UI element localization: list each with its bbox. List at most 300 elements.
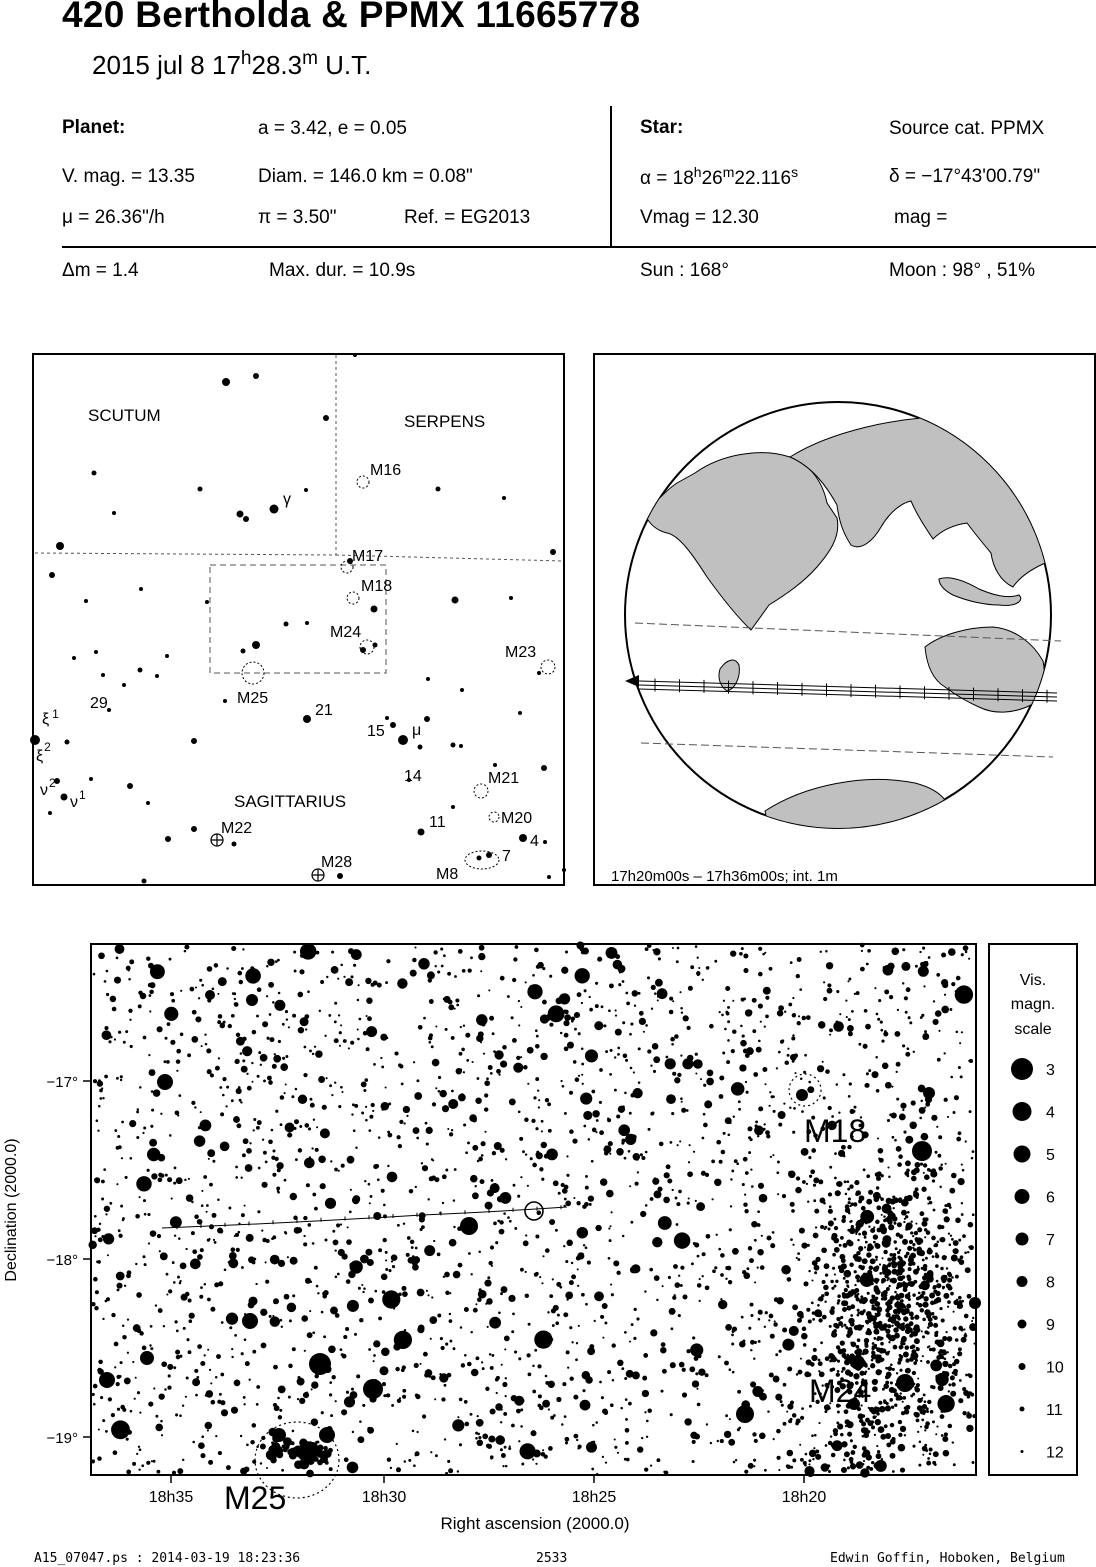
field-star (508, 1295, 515, 1302)
field-star (245, 1361, 250, 1366)
field-star (853, 1106, 856, 1109)
cluster-label-m24: M24 (809, 1373, 872, 1409)
field-star (670, 1413, 673, 1416)
field-star (195, 1016, 201, 1022)
field-star (475, 1356, 479, 1360)
field-star (103, 1233, 114, 1244)
field-star (858, 1043, 861, 1046)
field-star (171, 999, 175, 1003)
field-star (176, 1059, 181, 1064)
field-star (608, 1227, 610, 1229)
field-star (126, 1273, 131, 1278)
field-star (788, 1003, 792, 1007)
field-star (902, 982, 904, 984)
field-star (220, 1373, 224, 1377)
field-star (902, 1401, 904, 1403)
field-star (875, 1266, 879, 1270)
field-star (844, 1409, 849, 1414)
field-star (307, 1332, 313, 1338)
field-star (718, 1248, 721, 1251)
finder-star (543, 840, 547, 844)
header-vertical-divider (610, 106, 612, 248)
field-star (739, 952, 743, 956)
field-star (778, 1051, 781, 1054)
field-star (144, 1263, 147, 1266)
field-star (222, 1077, 226, 1081)
field-star (796, 1257, 798, 1259)
field-star (511, 1016, 514, 1019)
field-star (564, 1198, 567, 1201)
field-star (345, 978, 353, 986)
field-star (403, 1122, 405, 1124)
field-star (617, 1452, 619, 1454)
field-star (796, 974, 800, 978)
field-star (520, 1006, 522, 1008)
field-star (882, 1063, 889, 1070)
field-star (368, 1183, 371, 1186)
field-star (908, 1267, 912, 1271)
field-star (430, 1338, 432, 1340)
field-star (252, 1460, 256, 1464)
field-star (837, 1424, 843, 1430)
field-star (423, 1017, 426, 1020)
field-star (763, 987, 771, 995)
field-star (927, 1400, 931, 1404)
field-star (920, 1100, 922, 1102)
field-star (217, 1228, 223, 1234)
field-star (808, 1270, 810, 1272)
finder-star (284, 622, 289, 627)
field-star (848, 978, 851, 981)
field-star (356, 1374, 360, 1378)
field-star (120, 1079, 122, 1081)
field-star (359, 1420, 362, 1423)
finder-star (92, 471, 97, 476)
field-star (218, 1057, 220, 1059)
field-star (246, 1073, 248, 1075)
field-star (377, 1178, 380, 1181)
field-star (878, 1148, 884, 1154)
y-tick-minus17: −17° (46, 1074, 78, 1091)
field-star (678, 1190, 682, 1194)
field-star (424, 1373, 429, 1378)
field-star (929, 1448, 933, 1452)
field-star (758, 1340, 761, 1343)
field-star (231, 1099, 234, 1102)
cluster-star (291, 1451, 295, 1455)
field-star (936, 1283, 941, 1288)
field-star (252, 1350, 256, 1354)
bright-star (205, 990, 215, 1000)
field-star (433, 1240, 435, 1242)
field-star (774, 1297, 779, 1302)
field-star (518, 1357, 521, 1360)
field-star (268, 982, 274, 988)
cluster-star (323, 1450, 331, 1458)
field-star (848, 1212, 851, 1215)
finder-star (518, 711, 522, 715)
field-star (161, 1434, 163, 1436)
field-star (585, 1115, 587, 1117)
field-star (894, 1392, 899, 1397)
field-star (300, 953, 305, 958)
finder-star (56, 542, 64, 550)
field-star (625, 1441, 629, 1445)
bright-star (309, 1353, 331, 1375)
field-star (292, 1014, 296, 1018)
field-star (396, 1443, 398, 1445)
field-star (876, 1013, 879, 1016)
field-star (905, 1215, 908, 1218)
field-star (426, 1127, 433, 1134)
field-star (569, 1091, 573, 1095)
field-star (750, 1314, 753, 1317)
field-star (920, 1294, 925, 1299)
field-star (375, 1290, 378, 1293)
field-star (904, 1409, 909, 1414)
field-star (955, 1218, 961, 1224)
field-star (863, 1460, 865, 1462)
field-star (556, 1397, 561, 1402)
field-star (492, 1151, 496, 1155)
finder-star (223, 699, 227, 703)
field-star (831, 1306, 835, 1310)
field-star (790, 1054, 797, 1061)
field-star (207, 1298, 211, 1302)
field-star (151, 1109, 154, 1112)
field-star (155, 1304, 157, 1306)
field-star (150, 1325, 153, 1328)
field-star (901, 1202, 905, 1206)
field-star (303, 1392, 309, 1398)
field-star (387, 1131, 390, 1134)
field-star (968, 1222, 974, 1228)
field-star (962, 1169, 965, 1172)
field-star (839, 1013, 841, 1015)
field-star (919, 1398, 922, 1401)
field-star (153, 1089, 161, 1097)
field-star (241, 1266, 244, 1269)
field-star (886, 1198, 892, 1204)
field-star (725, 1278, 727, 1280)
field-star (773, 1110, 776, 1113)
field-star (951, 1255, 958, 1262)
field-star (624, 1458, 627, 1461)
finder-star (191, 826, 197, 832)
field-star (194, 1135, 205, 1146)
field-star (922, 1221, 928, 1227)
bright-star (246, 994, 258, 1006)
field-star (594, 1291, 604, 1301)
field-star (897, 1317, 901, 1321)
field-star (541, 1130, 543, 1132)
field-star (839, 1268, 844, 1273)
field-star (263, 1151, 267, 1155)
field-star (731, 1343, 734, 1346)
field-star (907, 1281, 912, 1286)
field-star (114, 1038, 116, 1040)
field-star (764, 1026, 766, 1028)
field-star (226, 967, 229, 970)
field-star (447, 1128, 449, 1130)
field-star (736, 1162, 739, 1165)
field-star (950, 1375, 955, 1380)
field-star (965, 951, 968, 954)
field-star (818, 1021, 825, 1028)
field-star (808, 1463, 810, 1465)
field-star (373, 1063, 376, 1066)
field-star (116, 1183, 118, 1185)
field-star (787, 1277, 792, 1282)
field-star (654, 1275, 660, 1281)
field-star (861, 1206, 866, 1211)
field-star (354, 1104, 358, 1108)
field-star (891, 1325, 893, 1327)
field-star (93, 1384, 98, 1389)
field-star (576, 1342, 578, 1344)
field-star (823, 997, 827, 1001)
field-star (104, 1075, 108, 1079)
field-star (373, 1354, 376, 1357)
planet-diameter: Diam. = 146.0 km = 0.08" (258, 166, 473, 187)
field-star (812, 1318, 815, 1321)
field-star (645, 1151, 648, 1154)
field-star (205, 1422, 213, 1430)
field-star (750, 1349, 752, 1351)
field-star (866, 1199, 872, 1205)
field-star (511, 1330, 514, 1333)
field-star (464, 1354, 467, 1357)
field-star (461, 1363, 465, 1367)
field-star (602, 1303, 608, 1309)
cluster-star (297, 1448, 307, 1458)
field-star (640, 1153, 643, 1156)
field-star (278, 1385, 286, 1393)
field-star (612, 1379, 615, 1382)
field-star (208, 1153, 210, 1155)
field-star (859, 1250, 861, 1252)
field-star (223, 1021, 226, 1024)
field-star (232, 992, 235, 995)
field-star (442, 1105, 449, 1112)
field-star (872, 1342, 875, 1345)
field-star (829, 1034, 831, 1036)
field-star (923, 985, 925, 987)
field-star (546, 1149, 558, 1161)
field-star (743, 1202, 747, 1206)
field-star (326, 976, 328, 978)
field-star (535, 1029, 538, 1032)
field-star (858, 1265, 862, 1269)
field-star (862, 1297, 868, 1303)
field-star (774, 1320, 776, 1322)
field-star (786, 1411, 788, 1413)
field-star (440, 947, 443, 950)
field-star (92, 1393, 95, 1396)
field-star (882, 1257, 884, 1259)
field-star (221, 1321, 224, 1324)
field-star (743, 953, 748, 958)
field-star (758, 1310, 763, 1315)
field-star (853, 1202, 857, 1206)
field-star (317, 1292, 319, 1294)
field-star (834, 1238, 840, 1244)
field-star (921, 1267, 924, 1270)
field-star (412, 1430, 415, 1433)
field-star (404, 1329, 406, 1331)
field-star (887, 1166, 889, 1168)
star-declination: δ = −17°43'00.79" (889, 166, 1041, 187)
field-star (509, 1220, 512, 1223)
field-star (350, 1189, 352, 1191)
field-star (431, 1176, 436, 1181)
field-star (808, 1320, 812, 1324)
field-star (281, 1469, 284, 1472)
field-star (596, 1119, 599, 1122)
field-star (716, 1234, 718, 1236)
field-star (587, 1347, 595, 1355)
field-star (242, 1037, 246, 1041)
field-star (229, 1326, 232, 1329)
finder-star (127, 783, 133, 789)
field-star (148, 963, 154, 969)
field-star (408, 1459, 411, 1462)
field-star (866, 1072, 869, 1075)
field-star (412, 1264, 419, 1271)
field-star (797, 1318, 802, 1323)
field-star (877, 1450, 880, 1453)
field-star (434, 1398, 436, 1400)
field-star (615, 1009, 617, 1011)
field-star (249, 1142, 251, 1144)
field-star (680, 1007, 683, 1010)
field-star (451, 1090, 454, 1093)
field-star (96, 1228, 100, 1232)
field-star (585, 1303, 588, 1306)
field-star (365, 978, 371, 984)
field-star (477, 994, 480, 997)
field-star (784, 1060, 788, 1064)
field-star (803, 1071, 806, 1074)
field-star (200, 1120, 212, 1132)
field-star (930, 1360, 942, 1372)
field-star (614, 1089, 617, 1092)
field-star (881, 1214, 883, 1216)
field-star (745, 1171, 749, 1175)
legend-mag-label: 11 (1046, 1402, 1063, 1419)
field-star (905, 1345, 910, 1350)
field-star (578, 1075, 580, 1077)
field-star (942, 1351, 947, 1356)
field-star (333, 1239, 339, 1245)
field-star (783, 1383, 787, 1387)
field-star (334, 1082, 336, 1084)
field-star (505, 1377, 507, 1379)
field-star (188, 1299, 192, 1303)
field-star (204, 1034, 206, 1036)
field-star (308, 1223, 312, 1227)
field-star (703, 1113, 706, 1116)
field-star (470, 956, 473, 959)
field-star (484, 1080, 490, 1086)
field-star (846, 1293, 851, 1298)
field-star (835, 1280, 838, 1283)
field-star (381, 1065, 384, 1068)
field-star (312, 1331, 315, 1334)
field-star (887, 1210, 893, 1216)
field-star (570, 1377, 574, 1381)
field-star (692, 1380, 699, 1387)
field-star (513, 1063, 523, 1073)
field-star (730, 1178, 732, 1180)
field-star (897, 1256, 900, 1259)
field-star (743, 1157, 748, 1162)
field-star (652, 1178, 659, 1185)
object-label-m24: M24 (330, 624, 362, 641)
field-star (589, 1008, 593, 1012)
field-star (321, 1411, 324, 1414)
field-star (516, 1056, 520, 1060)
field-star (142, 1346, 147, 1351)
field-star (516, 1409, 521, 1414)
field-star (285, 1055, 288, 1058)
field-star (500, 976, 505, 981)
field-star (331, 966, 339, 974)
field-star (630, 1067, 633, 1070)
field-star (887, 1119, 890, 1122)
field-star (542, 1449, 544, 1451)
field-star (778, 1111, 786, 1119)
field-star (595, 1421, 598, 1424)
field-star (926, 1410, 929, 1413)
field-star (397, 978, 407, 988)
field-star (972, 1461, 975, 1464)
field-star (913, 1269, 919, 1275)
field-star (829, 1325, 832, 1328)
field-star (343, 1039, 347, 1043)
field-star (896, 1397, 900, 1401)
field-star (758, 1040, 761, 1043)
field-star (760, 1021, 762, 1023)
field-star (958, 1326, 963, 1331)
field-star (903, 1322, 905, 1324)
field-star (158, 1177, 163, 1182)
field-star (459, 1443, 462, 1446)
field-star (650, 1329, 657, 1336)
planet-label: Planet: (62, 117, 126, 138)
field-star (128, 1009, 132, 1013)
x-tick-18h25: 18h25 (571, 1489, 617, 1506)
field-star (416, 1137, 419, 1140)
field-star (625, 1134, 636, 1145)
field-star (871, 1425, 875, 1429)
field-star (847, 1025, 854, 1032)
field-star (918, 1237, 921, 1240)
field-star (897, 1270, 902, 1275)
field-star (577, 1268, 579, 1270)
field-star (532, 1458, 534, 1460)
star-label-7: 7 (502, 848, 511, 865)
field-star (309, 1049, 312, 1052)
field-star (648, 1128, 651, 1131)
field-star (898, 1276, 903, 1281)
star-label-gamma: γ (283, 491, 291, 508)
field-star (640, 1211, 646, 1217)
field-star (320, 980, 324, 984)
field-star (915, 1387, 920, 1392)
field-star (116, 957, 119, 960)
field-star (684, 1418, 691, 1425)
